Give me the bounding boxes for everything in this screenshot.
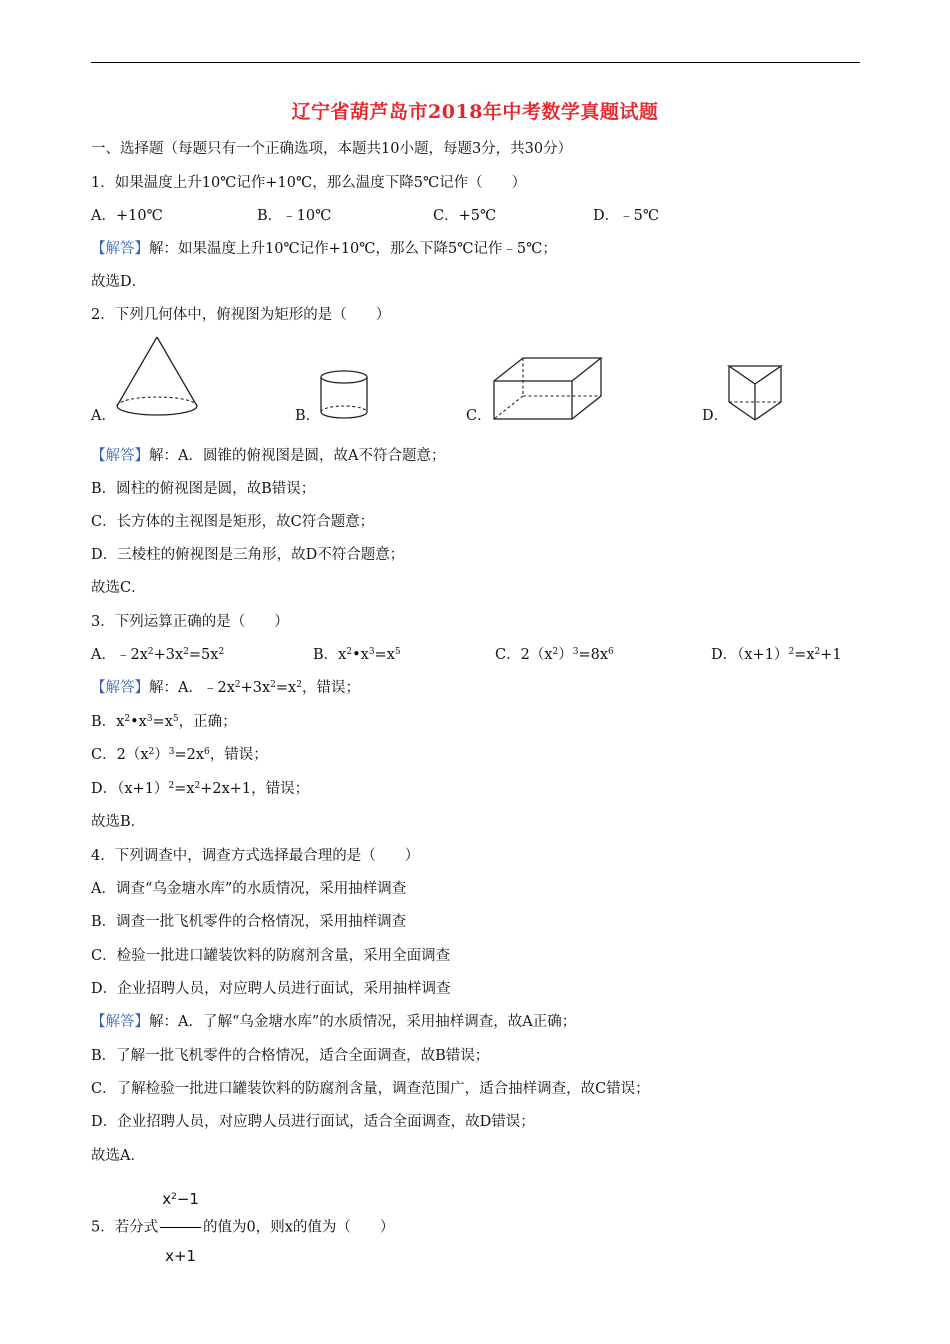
q2-solution-a: 【解答】解：A．圆锥的俯视图是圆，故A不符合题意； [91,448,446,464]
q2-option-c-label: C． [466,408,492,424]
document-title: 辽宁省葫芦岛市2018年中考数学真题试题 [291,101,659,123]
triangular-prism-icon [726,362,786,424]
q1-choice: 故选D． [91,274,147,290]
q2-option-b-label: B． [295,408,321,424]
q4-option-b: B．调查一批飞机零件的合格情况，采用抽样调查 [91,914,407,930]
q1-solution: 【解答】解：如果温度上升10℃记作+10℃，那么下降5℃记作﹣5℃； [91,241,557,257]
answer-tag: 【解答】 [91,241,149,257]
q4-option-c: C．检验一批进口罐装饮料的防腐剂含量，采用全面调查 [91,948,451,964]
q4-option-d: D．企业招聘人员，对应聘人员进行面试，采用抽样调查 [91,981,451,997]
q1-option-d: D．﹣5℃ [593,208,660,224]
q3-option-c: C．$2(x^2)^3=8x^6$ [495,647,614,663]
q3-solution-b: B．$x^2•x^3=x^5$，正确； [91,714,237,730]
q3-solution-d: D．$(x+1)^2=x^2+2x+1$，错误； [91,781,310,797]
q3-solution-a: 【解答】解：A．$﹣2x^2+3x^2=x^2$，错误； [91,680,360,696]
q3-option-b: B．$x^2•x^3=x^5$ [313,647,401,663]
header-rule [91,62,860,63]
q3-option-d: D．$(x+1)^2=x^2+1$ [711,647,842,663]
q4-solution-c: C．了解检验一批进口罐装饮料的防腐剂含量，调查范围广，适合抽样调查，故C错误； [91,1081,650,1097]
fraction: $\frac{x^2-1}{x+1}$ [160,1172,201,1283]
q2-solution-d: D．三棱柱的俯视图是三角形，故D不符合题意； [91,547,405,563]
q1-option-b: B．﹣10℃ [257,208,332,224]
q4-solution-b: B．了解一批飞机零件的合格情况，适合全面调查，故B错误； [91,1048,490,1064]
q3-option-a: A．$﹣2x^2+3x^2=5x^2$ [91,647,225,663]
answer-tag: 【解答】 [91,448,149,464]
q1-option-a: A．+10℃ [91,208,163,224]
q2-option-a-label: A． [91,408,116,424]
q4-option-a: A．调查“乌金塘水库”的水质情况，采用抽样调查 [91,881,407,897]
answer-tag: 【解答】 [91,1014,149,1030]
q2-stem: 2．下列几何体中，俯视图为矩形的是（ ） [91,307,391,323]
q2-solution-c: C．长方体的主视图是矩形，故C符合题意； [91,514,375,530]
q1-option-c: C．+5℃ [433,208,497,224]
q5-stem: 5．若分式 $\frac{x^2-1}{x+1}$ 的值为0，则x的值为（ ） [91,1172,394,1283]
answer-tag: 【解答】 [91,680,149,696]
cone-icon [112,334,202,420]
q3-choice: 故选B． [91,814,146,830]
section-heading: 一、选择题（每题只有一个正确选项，本题共10小题，每题3分，共30分） [91,141,573,157]
q2-solution-b: B．圆柱的俯视图是圆，故B错误； [91,481,316,497]
q2-option-d-label: D． [702,408,729,424]
q3-solution-c: C．$2(x^2)^3=2x^6$，错误； [91,747,268,763]
cuboid-icon [490,355,606,423]
q4-stem: 4．下列调查中，调查方式选择最合理的是（ ） [91,848,420,864]
q2-choice: 故选C． [91,580,146,596]
q3-stem: 3．下列运算正确的是（ ） [91,614,289,630]
q4-solution-d: D．企业招聘人员，对应聘人员进行面试，适合全面调查，故D错误； [91,1114,535,1130]
cylinder-icon [318,368,372,422]
q4-choice: 故选A． [91,1148,145,1164]
q1-stem: 1．如果温度上升10℃记作+10℃，那么温度下降5℃记作（ ） [91,175,527,191]
q4-solution-a: 【解答】解：A．了解“乌金塘水库”的水质情况，采用抽样调查，故A正确； [91,1014,577,1030]
